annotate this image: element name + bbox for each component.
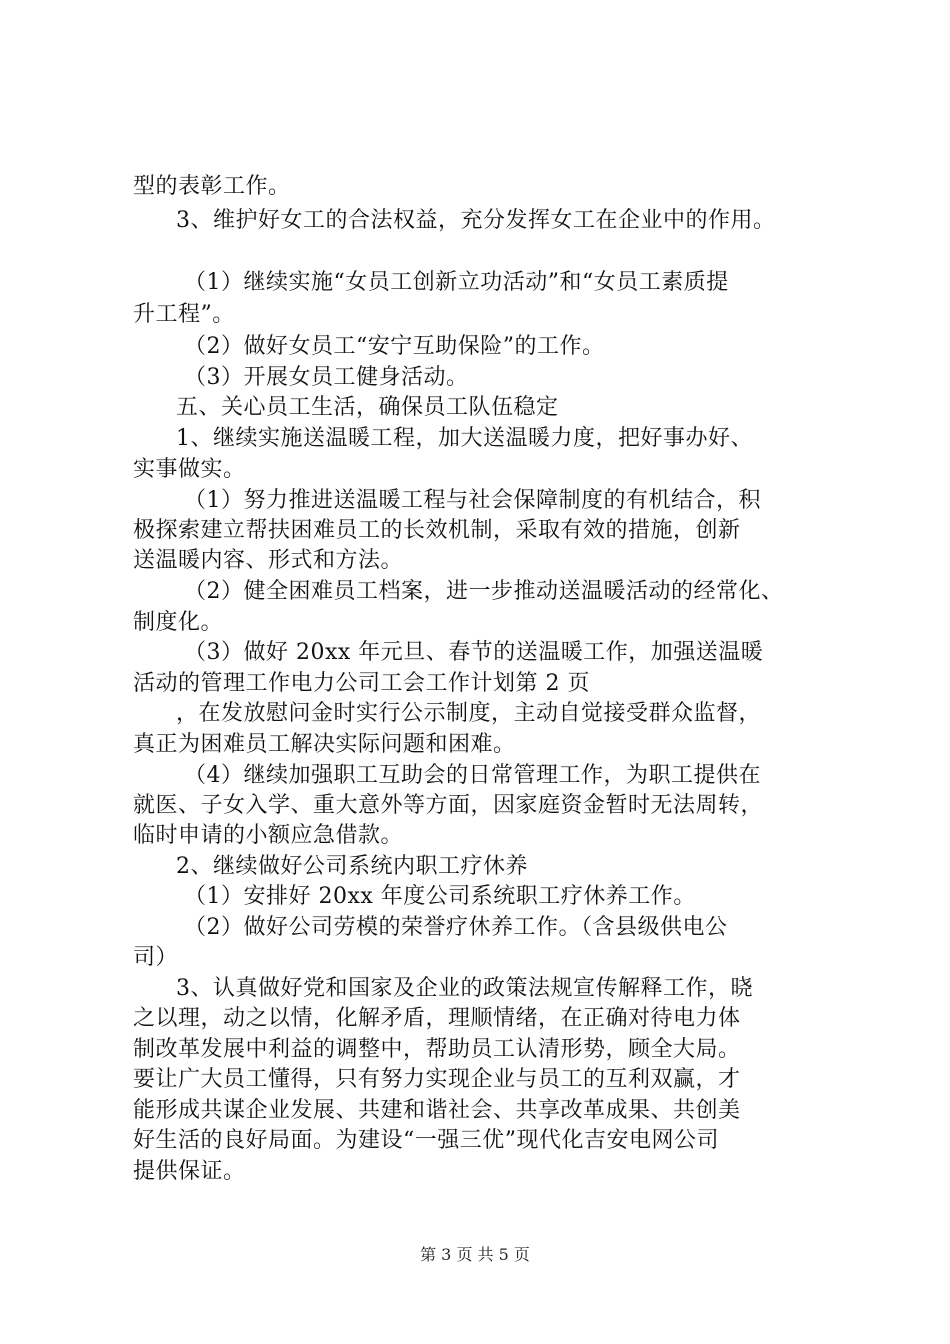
text-line: （2）做好女员工“安宁互助保险”的工作。 (184, 334, 605, 359)
text-line: 型的表彰工作。 (133, 174, 291, 199)
text-line: （2）健全困难员工档案，进一步推动送温暖活动的经常化、 (184, 579, 784, 604)
text-line: 活动的管理工作电力公司工会工作计划第 2 页 (133, 671, 590, 696)
text-line: 提供保证。 (133, 1159, 246, 1184)
text-line: 制度化。 (133, 610, 224, 635)
text-line: 就医、子女入学、重大意外等方面，因家庭资金暂时无法周转， (133, 793, 764, 818)
text-line: 制改革发展中利益的调整中，帮助员工认清形势，顾全大局。 (133, 1037, 741, 1062)
text-line: 3、维护好女工的合法权益，充分发挥女工在企业中的作用。 (176, 208, 776, 233)
section-heading: 五、关心员工生活，确保员工队伍稳定 (176, 395, 559, 420)
text-line: （4）继续加强职工互助会的日常管理工作，为职工提供在 (184, 763, 761, 788)
text-line: 能形成共谋企业发展、共建和谐社会、共享改革成果、共创美 (133, 1098, 741, 1123)
text-line: （1）努力推进送温暖工程与社会保障制度的有机结合，积 (184, 488, 761, 513)
text-line: （1）安排好 20xx 年度公司系统职工疗休养工作。 (184, 884, 696, 909)
text-line: （3）开展女员工健身活动。 (184, 365, 469, 390)
text-line: 好生活的良好局面。为建设“一强三优”现代化吉安电网公司 (133, 1128, 719, 1153)
text-line: （2）做好公司劳模的荣誉疗休养工作。（含县级供电公 (184, 915, 728, 940)
text-line: 升工程”。 (133, 302, 235, 327)
text-line: 之以理，动之以情，化解矛盾，理顺情绪，在正确对待电力体 (133, 1006, 741, 1031)
text-line: ，在发放慰问金时实行公示制度，主动自觉接受群众监督， (176, 701, 762, 726)
text-line: 1、继续实施送温暖工程，加大送温暖力度，把好事办好、 (176, 426, 753, 451)
page-footer: 第 3 页 共 5 页 (420, 1245, 530, 1264)
text-line: 极探索建立帮扶困难员工的长效机制，采取有效的措施，创新 (133, 518, 741, 543)
text-line: 临时申请的小额应急借款。 (133, 823, 404, 848)
text-line: 3、认真做好党和国家及企业的政策法规宣传解释工作，晓 (176, 976, 753, 1001)
text-line: 司） (133, 945, 179, 970)
text-line: 真正为困难员工解决实际问题和困难。 (133, 732, 516, 757)
text-line: （3）做好 20xx 年元旦、春节的送温暖工作，加强送温暖 (184, 640, 764, 665)
text-line: （1）继续实施“女员工创新立功活动”和“女员工素质提 (184, 270, 729, 295)
text-line: 实事做实。 (133, 457, 246, 482)
text-line: 要让广大员工懂得，只有努力实现企业与员工的互利双赢，才 (133, 1067, 741, 1092)
text-line: 2、继续做好公司系统内职工疗休养 (176, 854, 528, 879)
text-line: 送温暖内容、形式和方法。 (133, 548, 404, 573)
